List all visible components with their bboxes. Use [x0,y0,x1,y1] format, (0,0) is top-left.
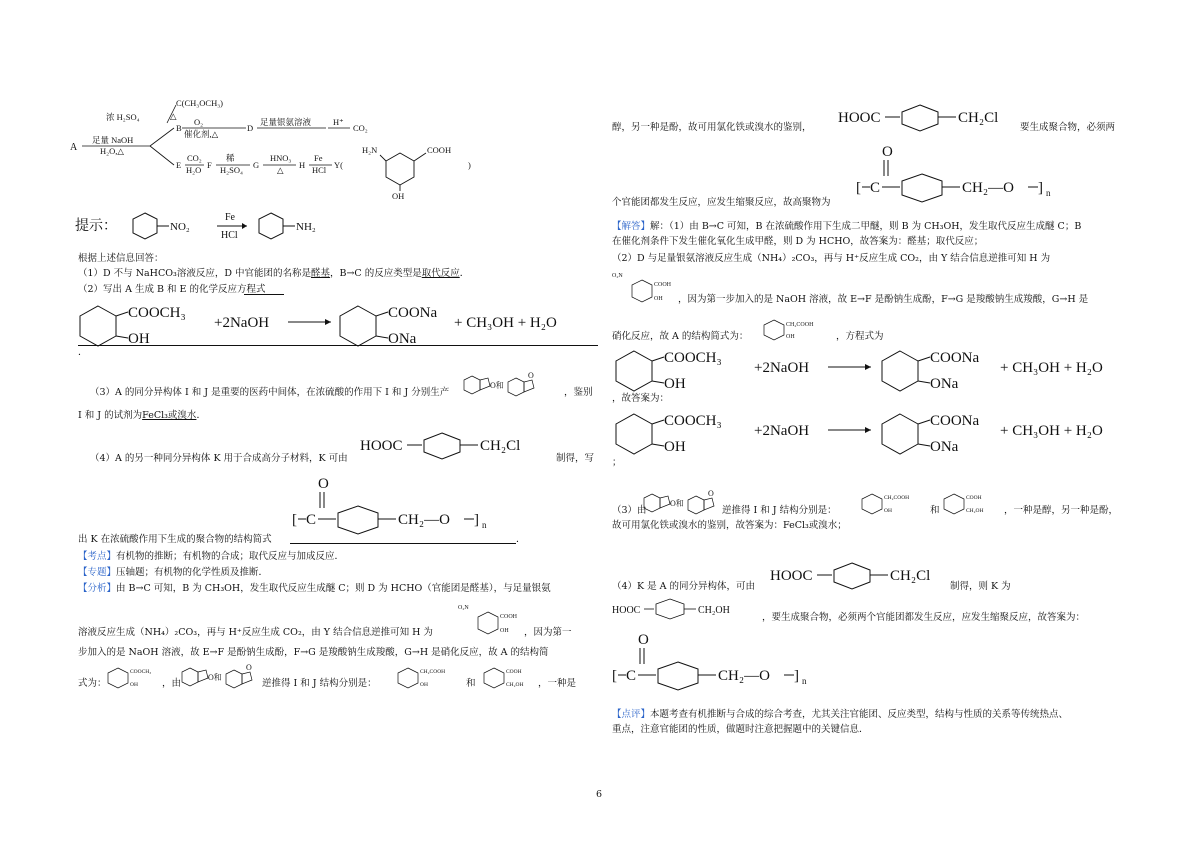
jieda-a-oh: OH [786,334,795,340]
fenxi-h-oh: OH [500,628,509,634]
jieda-h-oh: OH [654,296,663,302]
q4-monomer [360,428,550,458]
right-polymer-1 [856,140,1086,210]
r-hooc: HOOC [838,110,881,126]
scheme-d: D [247,123,254,133]
q3-o: O [528,371,534,380]
eq1-oh: OH [128,331,150,347]
scheme-delta: △ [277,165,284,175]
eq1-ona: ONa [388,331,417,347]
scheme-naoh-bottom: H₂O,△ [100,146,124,156]
hint-fe: Fe [225,212,235,223]
scheme-h: H [299,160,306,170]
eq1-cooch3: COOCH₃ [128,305,186,321]
jieda-j-ch2oh: CH₂OH [966,508,984,514]
question-3-line1: （3）A 的同分异构体 I 和 J 是重要的医药中间体，在浓硫酸的作用下 I 和 J 分别生产 [90,387,450,398]
question-3-identify: ，鉴别 [564,387,593,398]
right-monomer [838,100,1028,130]
jieda-o2n: O₂N [612,273,623,279]
q4-poly-ch2o: CH₂—O [398,512,450,528]
eq2-ona: ONa [930,376,959,392]
fenxi-line2b: ，因为第一 [524,627,572,638]
q4-poly-c: C [306,512,317,528]
eq2-coona: COONa [930,350,980,366]
eq1-coona: COONa [388,305,438,321]
fenxi-h-cooh: COOH [500,614,518,620]
fenxi-j-structure [482,664,546,692]
scheme-silver-ammonia: 足量银氨溶液 [260,117,312,127]
kaodian: 【考点】有机物的推断；有机物的合成；取代反应与加成反应． [78,551,345,562]
rp1-n: n [1046,188,1051,198]
scheme-fe-low: Fe [314,153,323,163]
jieda-line2: 在催化剂条件下发生催化氧化生成甲醛，则 D 为 HCHO，故答案为：醛基；取代反应； [612,236,984,247]
hint-no2: NO₂ [170,221,190,233]
q4-ch2cl: CH₂Cl [480,438,521,454]
zhuanti-tag: 【专题】 [78,567,117,578]
scheme-dilute: 稀 [226,153,235,163]
right-line2: 个官能团都发生反应，应发生缩聚反应，故高聚物为 [612,197,831,208]
scheme-g: G [253,160,260,170]
jieda-ij-o: O [708,489,714,498]
scheme-conc-h2so4: 浓 H₂SO₄ [106,112,140,122]
fenxi-line4c: 逆推得 I 和 J 结构分别是： [262,678,377,689]
scheme-a: A [70,142,78,153]
fenxi-ij-o: O [246,663,252,672]
eq1-naoh: +2NaOH [214,315,270,331]
equation-right-2 [612,408,1142,458]
scheme-naoh-top: 足量 NaOH [92,135,134,145]
dianping-tag: 【点评】 [612,709,651,720]
fenxi-line4b: ，由 [162,678,182,689]
fenxi-ij-molecules [180,664,260,690]
q4-polymer [292,472,522,542]
scheme-oh: OH [392,191,405,201]
equation-left [76,300,606,350]
jieda-i-oh: OH [884,508,892,514]
eq1-underline [78,345,598,346]
scheme-b: B [176,123,182,133]
eq2-naoh: +2NaOH [754,360,810,376]
jieda-line10: ，要生成聚合物，必须两个官能团都发生反应，应发生缩聚反应，故答案为： [762,612,1086,623]
eq2-products: + CH₃OH + H₂O [1000,360,1103,376]
hint-reaction [75,205,365,245]
jieda-line5a: 硝化反应，故 A 的结构简式为： [612,331,749,342]
rp2-n: n [802,676,807,686]
jieda-ij-molecules [642,490,722,516]
right-polymer-2 [612,628,842,698]
fenxi-line2a: 溶液反应生成（NH₄）₂CO₃，再与 H⁺反应生成 CO₂，由 Y 结合信息逆推可知 H 为 [78,627,433,638]
rp1-c: C [870,180,881,196]
fenxi-j-ch2oh: CH₂OH [506,682,524,688]
q4-hooc: HOOC [360,438,403,454]
scheme-catalyst: 催化剂,△ [184,129,219,139]
eq3-products: + CH₃OH + H₂O [1000,423,1103,439]
jieda-line7d: ，一种是醇，另一种是酚， [1004,505,1119,516]
r-ch2cl: CH₂Cl [958,110,999,126]
fenxi-a-oh: OH [130,682,138,688]
question-2: （2）写出 A 生成 B 和 E 的化学反应方程式 [78,284,266,295]
q2-end: ． [78,347,88,358]
jieda-h-structure [612,268,676,308]
jieda-line7c: 和 [930,505,940,516]
eq3-coona: COONa [930,413,980,429]
fenxi-a-structure [106,664,162,692]
question-4-tail: 制得，写 [556,453,595,464]
eq3-naoh: +2NaOH [754,423,810,439]
jieda-line5b: ，方程式为 [836,331,884,342]
jk-hooc: HOOC [770,568,813,584]
fenxi-i-ch2cooh: CH₂COOH [420,669,446,675]
right-line1b: 要生成聚合物，必须两 [1020,122,1116,133]
jieda-line1: 【解答】解：（1）由 B→C 可知，B 在浓硫酸作用下生成二甲醚，则 B 为 CH₃OH，发生取代反应生成醚 C；B [612,221,1082,232]
fenxi-a-ester: COOCH₃ [130,669,152,675]
jieda-k-structure [612,596,762,622]
page-number: 6 [596,789,603,800]
question-1: （1）D 不与 NaHCO₃溶液反应，D 中官能团的名称是醛基，B→C 的反应类型是取代反应． [78,268,470,279]
rp2-o: O [638,632,649,648]
jk-ch2oh-small: CH₂OH [698,605,730,616]
eq2-cooch3: COOCH₃ [664,350,722,366]
jk-ch2cl: CH₂Cl [890,568,931,584]
svg-text:[: [ [292,512,297,528]
fenxi-line3: 步加入的是 NaOH 溶液，故 E→F 是酚钠生成酚，F→G 是羧酸钠生成羧酸，G→H 是硝化反应，故 A 的结构简 [78,647,549,658]
svg-text:]: ] [1038,180,1043,196]
jieda-line7b: 逆推得 I 和 J 结构分别是： [722,505,837,516]
q1-answer-1: 醛基 [310,268,330,279]
jieda-line3: （2）D 与足量银氨溶液反应生成（NH₄）₂CO₃，再与 H⁺反应生成 CO₂，由 Y 结合信息逆推可知 H 为 [612,253,1051,264]
question-4-line1: （4）A 的另一种同分异构体 K 用于合成高分子材料，K 可由 [90,453,348,464]
jieda-i-ch2cooh: CH₂COOH [884,495,910,501]
scheme-y: Y( [334,160,343,170]
jieda-j-structure [942,490,1006,518]
jieda-semicolon: ； [612,457,622,468]
hint-hcl: HCl [221,230,238,241]
svg-text:[: [ [856,180,861,196]
jieda-and: O和 [670,499,684,508]
reaction-scheme [70,95,490,205]
scheme-cooh: COOH [427,145,452,155]
hint-label: 提示： [75,219,117,234]
jieda-line9b: 制得，则 K 为 [950,581,1011,592]
fenxi-j-cooh: COOH [506,669,522,675]
q3-answer: FeCl₃或溴水 [142,410,197,421]
jieda-a-structure [762,316,832,346]
jk-hooc-small: HOOC [612,605,641,616]
rp2-c: C [626,668,637,684]
q4-poly-o: O [318,476,329,492]
jieda-k-monomer [770,558,960,588]
q4-poly-n: n [482,520,487,530]
fenxi-and: O和 [208,673,222,682]
q1-answer-2: 取代反应 [421,268,460,279]
eq3-ona: ONa [930,439,959,455]
question-4-line2: 出 K 在浓硫酸作用下生成的聚合物的结构简式 [78,534,272,545]
scheme-h-plus: H⁺ [333,117,344,127]
fenxi-i-structure [396,664,460,692]
svg-text:]: ] [474,512,479,528]
rp1-o: O [882,144,893,160]
zhuanti: 【专题】压轴题；有机物的化学性质及推断． [78,567,269,578]
equation-right-1 [612,345,1142,395]
eq3-oh: OH [664,439,686,455]
jieda-j-cooh: COOH [966,495,982,501]
jieda-i-structure [860,490,924,518]
scheme-h2so4: H₂SO₄ [220,165,243,175]
svg-text:]: ] [794,668,799,684]
kaodian-tag: 【考点】 [78,551,117,562]
jieda-h-cooh: COOH [654,282,672,288]
scheme-co2-right: CO₂ [353,123,368,133]
fenxi-line4a: 式为： [78,678,107,689]
fenxi-o2n: O₂N [458,605,469,611]
jieda-line6: ，故答案为： [612,393,670,404]
scheme-triangle-1: △ [170,111,177,121]
scheme-c-product: C(CH₃OCH₃) [176,98,224,108]
hint-nh2: NH₂ [296,221,316,233]
rp1-ch2o: CH₂—O [962,180,1014,196]
rp2-ch2o: CH₂—O [718,668,770,684]
scheme-co2-low: CO₂ [187,153,202,163]
fenxi-line1: 【分析】由 B→C 可知，B 为 CH₃OH，发生取代反应生成醚 C；则 D 为 HCHO（官能团是醛基），与足量银氨 [78,583,551,594]
jieda-line4: ，因为第一步加入的是 NaOH 溶液，故 E→F 是酚钠生成酚，F→G 是羧酸钠生成羧酸，G→H 是 [678,294,1089,305]
jieda-line7a: （3）由 [612,505,647,516]
scheme-f: F [207,160,212,170]
fenxi-i-oh: OH [420,682,428,688]
scheme-hno3: HNO₃ [270,153,292,163]
jieda-a-ch2cooh: CH₂COOH [786,322,814,328]
eq1-products: + CH₃OH + H₂O [454,315,557,331]
scheme-e: E [176,160,182,170]
eq3-cooch3: COOCH₃ [664,413,722,429]
jieda-line9a: （4）K 是 A 的同分异构体，可由 [612,581,756,592]
scheme-hcl-low: HCl [312,165,327,175]
eq2-oh: OH [664,376,686,392]
q3-molecules [462,372,562,398]
fenxi-tag: 【分析】 [78,583,117,594]
fenxi-line4e: ，一种是 [538,678,577,689]
fenxi-line4d: 和 [466,678,476,689]
jieda-tag: 【解答】 [612,221,651,232]
scheme-nh2: H₂N [362,145,378,155]
fenxi-h-structure [458,600,522,640]
svg-text:[: [ [612,668,617,684]
scheme-paren: ) [468,160,471,170]
dianping-line1: 【点评】本题考查有机推断与合成的综合考查，尤其关注官能团、反应类型，结构与性质的关系等传统热点、 [612,709,1069,720]
q2-blank [244,294,284,295]
q3-and: O和 [490,381,504,390]
scheme-o2: O₂ [194,117,204,127]
right-line1a: 醇，另一种是酚，故可用氯化铁或溴水的鉴别， [612,122,812,133]
scheme-h2o-low: H₂O [186,165,202,175]
dianping-line2: 重点，注意官能团的性质，做题时注意把握题中的关键信息． [612,724,869,735]
intro-text: 根据上述信息回答： [78,253,164,264]
q4-underline [290,543,516,544]
jieda-line8: 故可用氯化铁或溴水的鉴别，故答案为：FeCl₃或溴水； [612,520,847,531]
q4-end: ． [516,534,526,545]
question-3-line2: I 和 J 的试剂为FeCl₃或溴水． [78,410,206,421]
